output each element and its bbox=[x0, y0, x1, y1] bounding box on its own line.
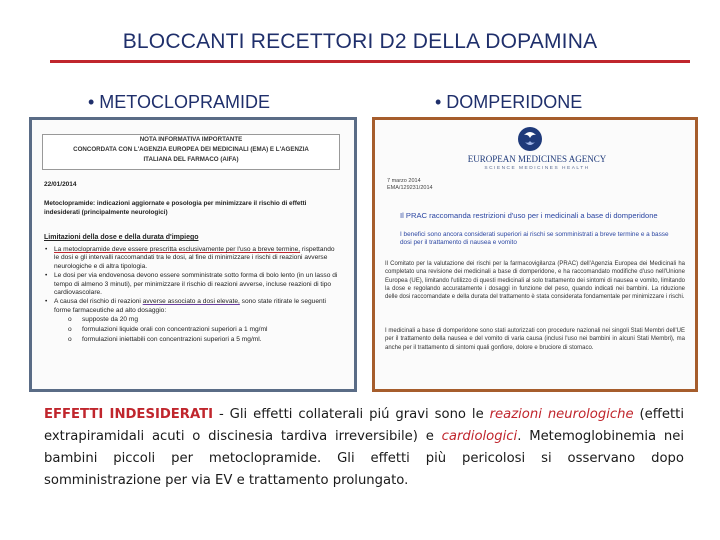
bullet-text: sono state ritirate le seguenti forme farmaceutiche ad alto dosaggio: bbox=[54, 298, 326, 314]
bullet-text: A causa del rischio di reazioni bbox=[54, 298, 143, 306]
agency-tagline: SCIENCE MEDICINES HEALTH bbox=[484, 166, 590, 171]
release-headline: Il PRAC raccomanda restrizioni d'uso per i medicinali a base di domperidone bbox=[400, 211, 658, 220]
note-subject-label: Metoclopramide bbox=[44, 200, 94, 207]
note-header-line: CONCORDATA CON L'AGENZIA EUROPEA DEI MEDICINALI (EMA) E L'AGENZIA bbox=[73, 146, 309, 153]
bullet-text: di reazioni avverse neurologiche e di altra tipologia. bbox=[54, 254, 328, 270]
neurological-reactions-text: reazioni neurologiche bbox=[489, 407, 634, 422]
title-underline bbox=[50, 60, 690, 63]
note-header-line: NOTA INFORMATIVA IMPORTANTE bbox=[139, 136, 243, 143]
bullet-text: rispettando le dosi e gli intervalli raccomandati tra le dosi, al fine di minimizzare i rischi bbox=[54, 246, 335, 262]
note-header-box bbox=[42, 134, 340, 170]
release-date-line: 7 marzo 2014 bbox=[387, 178, 421, 184]
side-effects-label: EFFETTI INDESIDERATI bbox=[44, 407, 214, 422]
slide-title: BLOCCANTI RECETTORI D2 DELLA DOPAMINA bbox=[122, 30, 598, 53]
note-bullets bbox=[44, 246, 340, 345]
withdrawn-form-item: o supposte da 20 mg bbox=[54, 315, 340, 324]
release-date bbox=[387, 178, 433, 192]
effects-text: (effetti extrapiramidali acuti o discinesia tardiva irreversibile) e bbox=[44, 407, 684, 444]
agency-name: EUROPEAN MEDICINES AGENCY bbox=[467, 154, 607, 164]
side-effects-paragraph bbox=[44, 404, 684, 492]
note-section-title: Limitazioni della dose e della durata d'impiego bbox=[44, 234, 199, 241]
cardiological-text: cardiologici bbox=[441, 429, 518, 444]
release-paragraph: Il Comitato per la valutazione dei rischi per la farmacovigilanza (PRAC) dell'Agenzia Europea dei Medicinali ha completato una revisione dei medicinali a base di domperidone, e ha raccomandato modifiche d'uso nell'Unione Europea (UE), limitando l'utilizzo di questi medicinali al solo trattamento dei sintomi di nausea e vomito, limitando la dose e regolando accuratamente i dosaggi in funzione del peso, quando indicati nei bambini. La riduzione delle dosi raccomandate e della durata del trattamento è stata considerata fondamentale per minimizzare i rischi. bbox=[385, 261, 685, 301]
release-reference: EMA/129231/2014 bbox=[387, 185, 433, 191]
effects-text: - Gli effetti collaterali piú gravi sono le bbox=[213, 407, 490, 422]
withdrawn-form-item: o formulazioni liquide orali con concentrazioni superiori a 1 mg/ml bbox=[54, 325, 340, 334]
domperidone-press-release-image bbox=[372, 117, 698, 392]
note-header-line: ITALIANA DEL FARMACO (AIFA) bbox=[143, 156, 239, 163]
withdrawn-form-item: o formulazioni iniettabili con concentrazioni superiori a 5 mg/ml. bbox=[54, 335, 340, 344]
metoclopramide-note-image bbox=[29, 117, 357, 392]
note-bullet bbox=[44, 298, 340, 344]
heading-metoclopramide: • METOCLOPRAMIDE bbox=[88, 92, 270, 112]
release-paragraph: I medicinali a base di domperidone sono stati autorizzati con procedure nazionali nei singoli Stati Membri dell'UE per il trattamento della nausea e del vomito di varia causa (inclusi l'uso nei bambini in alcuni Stati Membri), ma anche per il trattamento di sintomi quali gonfiore, dolore e bruciore di stomaco. bbox=[385, 328, 685, 351]
note-date: 22/01/2014 bbox=[44, 181, 77, 188]
heading-domperidone: • DOMPERIDONE bbox=[435, 92, 583, 112]
withdrawn-forms-list bbox=[54, 315, 340, 344]
note-subject bbox=[44, 199, 334, 217]
ema-logo-icon bbox=[517, 126, 543, 152]
bullet-text-underlined: La metoclopramide deve essere prescritta esclusivamente per l'uso a breve termine, bbox=[54, 246, 301, 253]
release-subheadline: I benefici sono ancora considerati superiori ai rischi se somministrati a breve termine e a basse dosi per il trattamento di nausea e vomito bbox=[400, 231, 669, 246]
note-bullet: • Le dosi per via endovenosa devono essere somministrate sotto forma di bolo lento (in un lasso di tempo di almeno 3 minuti), per minimizzare il rischio di reazioni avverse, incluse reazioni di tipo cardiovascolare. bbox=[44, 272, 340, 297]
note-subject-text: : indicazioni aggiornate e posologia per minimizzare il rischio di effetti indesiderati (principalmente neurologici) bbox=[44, 200, 307, 216]
bullet-text-underlined: avverse associato a dosi elevate, bbox=[142, 298, 240, 306]
note-bullet bbox=[44, 246, 340, 271]
effects-text: . Metemoglobinemia nei bambini piccoli per metoclopramide. Gli effetti più pericolosi si osservano dopo somministrazione per via EV e trattamento prolungato. bbox=[44, 429, 685, 488]
